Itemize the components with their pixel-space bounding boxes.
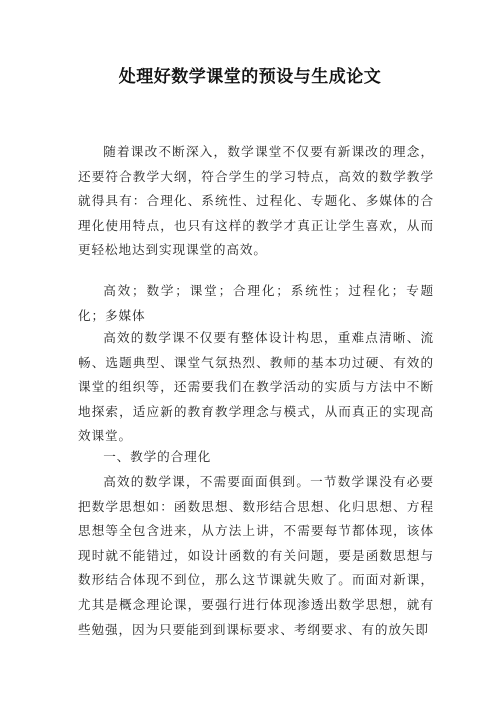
section-heading: 一、教学的合理化: [103, 449, 212, 464]
body-paragraph: 高效的数学课不仅要有整体设计构思，重难点清晰、流畅、选题典型、课堂气氛热烈、教师的基本功过硬、有效的课堂的组织等，还需要我们在教学活动的实质与方法中不断地探索，适应新的教育教学理念与模式，从而真正的实现高效课堂。: [78, 330, 434, 444]
keywords-paragraph: 高效；数学；课堂；合理化；系统性；过程化；专题化；多媒体: [78, 283, 434, 323]
intro-paragraph: 随着课改不断深入，数学课堂不仅要有新课改的理念，还要符合教学大纲，符合学生的学习特点，高效的数学教学就得具有：合理化、系统性、过程化、专题化、多媒体的合理化使用特点，也只有这样的教学才真正让学生喜欢，从而更轻松地达到实现课堂的高效。: [78, 144, 434, 258]
body-paragraph: 高效的数学课，不需要面面俱到。一节数学课没有必要把数学思想如：函数思想、数形结合思想、化归思想、方程思想等全包含进来，从方法上讲，不需要每节都体现，该体现时就不能错过，如设计函数的有关问题，要是函数思想与数形结合体现不到位，那么这节课就失败了。而面对新课，尤其是概念理论课，要强行进行体现渗透出数学思想，就有些勉强，因为只要能到到课标要求、考纲要求、有的放矢即: [78, 474, 434, 637]
document-title: 处理好数学课堂的预设与生成论文: [118, 67, 382, 87]
